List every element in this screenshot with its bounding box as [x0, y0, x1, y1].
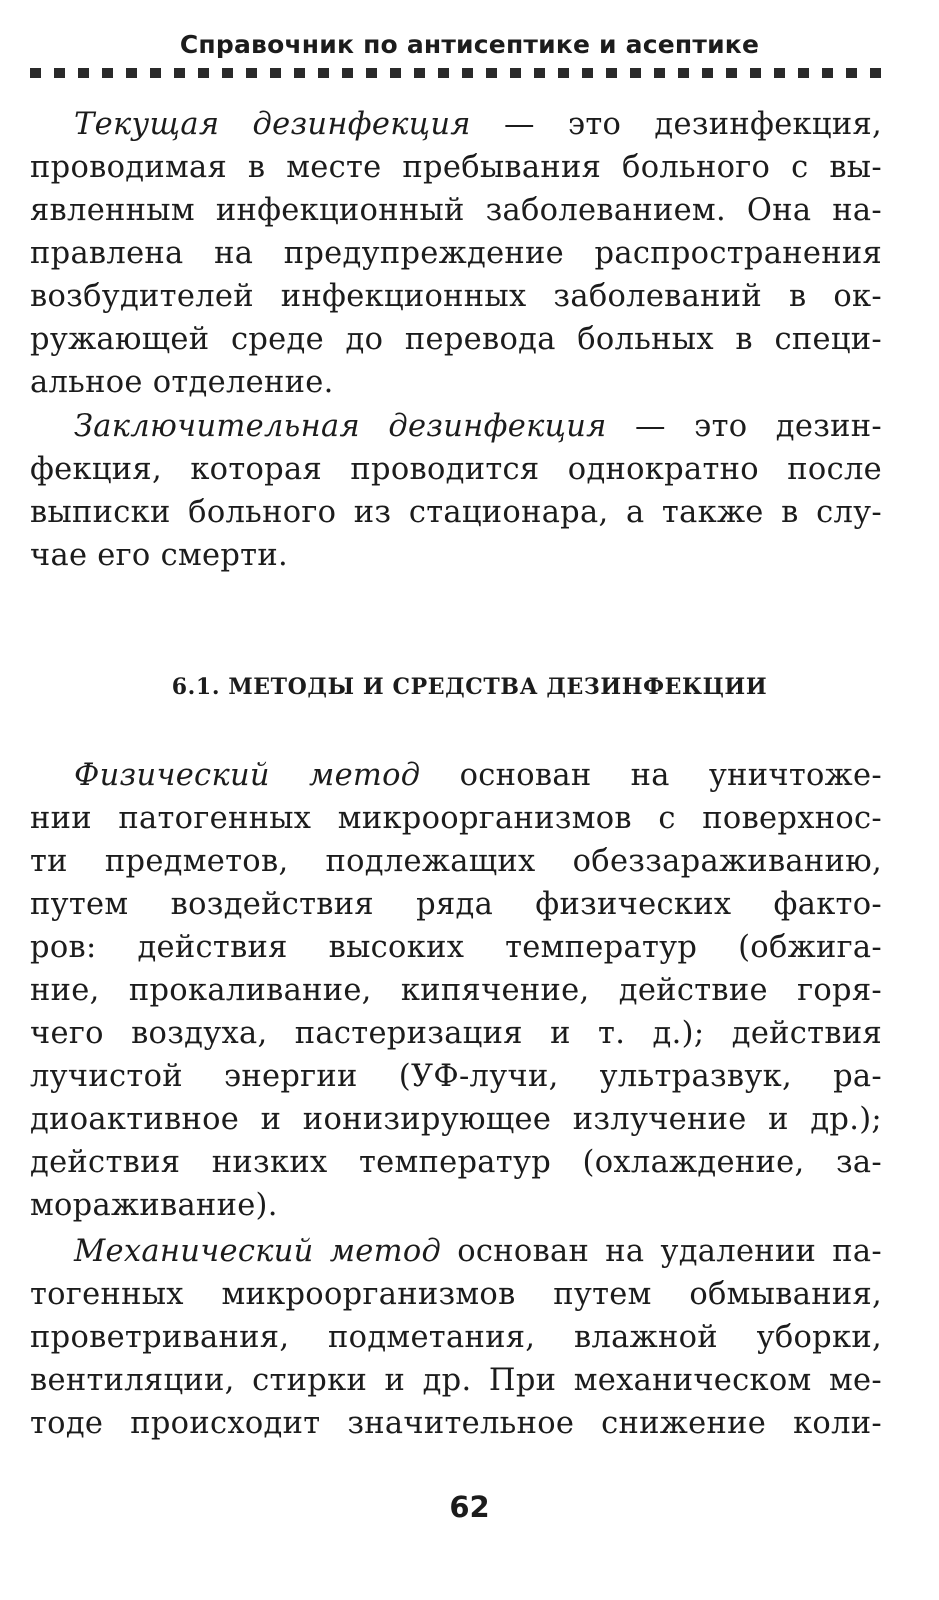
- text-line: [30, 103, 882, 146]
- text-line: тоде происходит значительное снижение коли-: [30, 1406, 882, 1441]
- text-line: нии патогенных микроорганизмов с поверхнос-: [30, 801, 882, 836]
- text-line: ти предметов, подлежащих обеззараживанию,: [30, 844, 882, 879]
- text-line: правлена на предупреждение распространения: [30, 236, 882, 271]
- text-line: чае его смерти.: [30, 538, 288, 573]
- text-line: тогенных микроорганизмов путем обмывания,: [30, 1277, 882, 1312]
- text-line: выписки больного из стационара, а также в слу-: [30, 495, 882, 530]
- page-number: 62: [449, 1490, 490, 1524]
- text-line: ние, прокаливание, кипячение, действие горя-: [30, 973, 882, 1008]
- paragraph-physical-method: [30, 754, 882, 1227]
- text-line: лучистой энергии (УФ-лучи, ультразвук, ра-: [30, 1059, 882, 1094]
- text-line: ружающей среде до перевода больных в специ-: [30, 322, 882, 357]
- term-mechanical-method: Механический метод: [74, 1234, 442, 1269]
- section-heading: 6.1. МЕТОДЫ И СРЕДСТВА ДЕЗИНФЕКЦИИ: [171, 674, 768, 700]
- text-line: путем воздействия ряда физических факто-: [30, 887, 882, 922]
- text-line: [30, 754, 882, 797]
- text-line-fragment: основан на уничтоже-: [420, 758, 882, 793]
- text-line: проводимая в месте пребывания больного с вы-: [30, 150, 882, 185]
- text-line: фекция, которая проводится однократно после: [30, 452, 882, 487]
- running-head: Справочник по антисептике и асептике: [179, 30, 760, 59]
- text-line: диоактивное и ионизирующее излучение и др.);: [30, 1102, 882, 1137]
- text-line: вентиляции, стирки и др. При механическом ме-: [30, 1363, 882, 1398]
- text-line-fragment: — это дезинфекция,: [470, 107, 882, 142]
- text-line: ров: действия высоких температур (обжига-: [30, 930, 882, 965]
- text-line-fragment: — это дезин-: [606, 409, 882, 444]
- paragraph-current-disinfection: [30, 103, 882, 404]
- term-physical-method: Физический метод: [74, 758, 421, 793]
- paragraph-mechanical-method: [30, 1230, 882, 1445]
- text-line: действия низких температур (охлаждение, за-: [30, 1145, 882, 1180]
- text-line-fragment: основан на удалении па-: [441, 1234, 882, 1269]
- text-line: мораживание).: [30, 1188, 278, 1223]
- paragraph-final-disinfection: [30, 405, 882, 577]
- text-line: [30, 405, 882, 448]
- text-line: проветривания, подметания, влажной уборки,: [30, 1320, 882, 1355]
- text-line: альное отделение.: [30, 365, 334, 400]
- text-line: чего воздуха, пастеризация и т. д.); действия: [30, 1016, 882, 1051]
- term-final-disinfection: Заключительная дезинфекция: [74, 409, 607, 444]
- text-line: явленным инфекционный заболеванием. Она на-: [30, 193, 882, 228]
- term-current-disinfection: Текущая дезинфекция: [74, 107, 471, 142]
- text-line: [30, 1230, 882, 1273]
- header-dashed-rule: [30, 68, 882, 78]
- text-line: возбудителей инфекционных заболеваний в ок-: [30, 279, 882, 314]
